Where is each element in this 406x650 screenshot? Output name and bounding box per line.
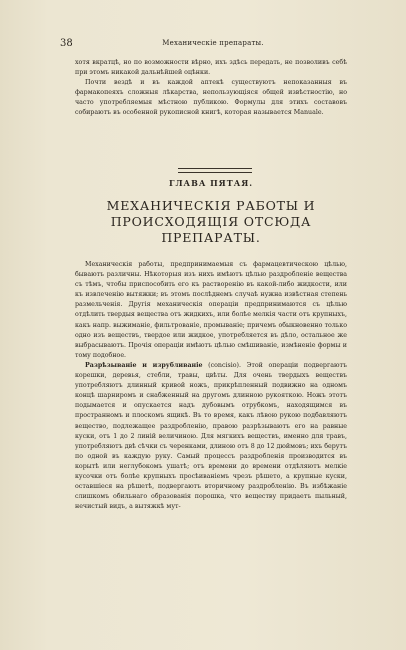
- paragraph: хотя вкратцѣ, но по возможности вѣрно, ихъ здѣсь передать, не позволивъ себѣ при этомъ никакой дальнѣйшей оцѣнки.: [75, 59, 347, 77]
- top-text-block: [75, 58, 347, 119]
- section-divider: [178, 168, 252, 173]
- running-title: Механическiе препараты.: [162, 39, 264, 47]
- paragraph-text: (concisio). Этой операцiи подвергаютъ корешки, деревья, стебли, травы, цвѣты. Для очень твердыхъ веществъ употребляютъ длинный кривой ножъ, прикрѣпленный подвижно на одномъ концѣ шарниромъ и снабженный на другомъ длинною рукояткою. Ножъ этотъ подымается и опускается надъ дубовымъ отрубкомъ, находящимся въ пространномъ и плоскомъ ящикѣ. Въ то время, какъ лѣвою рукою подбавляютъ вещество, подлежащее раздробленiю, правою разрѣзываютъ его на равные куски, отъ 1 до 2 линiй величиною. Для мягкихъ веществъ, именно для травъ, употребляютъ двѣ сѣчки съ черенками, длиною отъ 8 до 12 дюймовъ; ихъ берутъ по одной въ каждую руку. Самый процессъ раздробленiя производится въ корытѣ или неглубокомъ ушатѣ; отъ времени до времени отдѣляютъ мелкiе кусочки отъ болѣе крупныхъ просѣиванiемъ чрезъ рѣшето, а крупные куски, оставшiеся на рѣшетѣ, подвергаютъ вторичному раздробленiю. Въ избѣжанiе слишкомъ обильнаго образованiя порошка, что веществу придаетъ пыльный, нечистый видъ, а вытяжкѣ мут-: [75, 361, 347, 511]
- paragraph: [75, 361, 347, 512]
- main-text-block: [75, 260, 347, 512]
- paragraph: [75, 260, 347, 361]
- paragraph-lead-term: Разрѣзыванiе и изрубливанiе: [85, 361, 203, 369]
- paragraph: Почти вездѣ и въ каждой аптекѣ существуютъ непоказанныя въ фармакопеяхъ сложныя лѣкарства, непользующiяся общей извѣстностiю, но часто употребляемыя мѣстною публикою. Формулы для этихъ составовъ собираютъ въ особенной рукописной книгѣ, которая называется Manuale.: [75, 79, 347, 117]
- section-heading: МЕХАНИЧЕСКIЯ РАБОТЫ И ПРОИСХОДЯЩIЯ ОТСЮДА ПРЕПАРАТЫ.: [106, 198, 316, 245]
- page-number: 38: [60, 38, 73, 49]
- chapter-title: ГЛАВА ПЯТАЯ.: [168, 178, 254, 188]
- paragraph-text: Механическiя работы, предпринимаемыя съ фармацевтическою цѣлью, бываютъ различны. Нѣкоторыя изъ нихъ имѣютъ цѣлью раздробленiе вещества съ тѣмъ, чтобы приспособить его къ растворенiю въ какой-либо жидкости, или къ извлеченiю вытяжки; въ этомъ послѣднемъ случаѣ нужна извѣстная степень размельченiя. Другiя механическiя операцiи предпринимаются съ цѣлью отдѣлить твердыя вещества отъ жидкихъ, или болѣе мелкiя части отъ крупныхъ, какъ напр. выжиманiе, фильтрованiе, промыванiе; причемъ обыкновенно только одно изъ веществъ, твердое или жидкое, употребляется въ дѣло, остальное же выбрасываютъ. Прочiя операцiи имѣютъ цѣлью смѣшиванiе, измѣненiе формы и тому подобное.: [75, 261, 347, 359]
- page-header: [60, 38, 366, 52]
